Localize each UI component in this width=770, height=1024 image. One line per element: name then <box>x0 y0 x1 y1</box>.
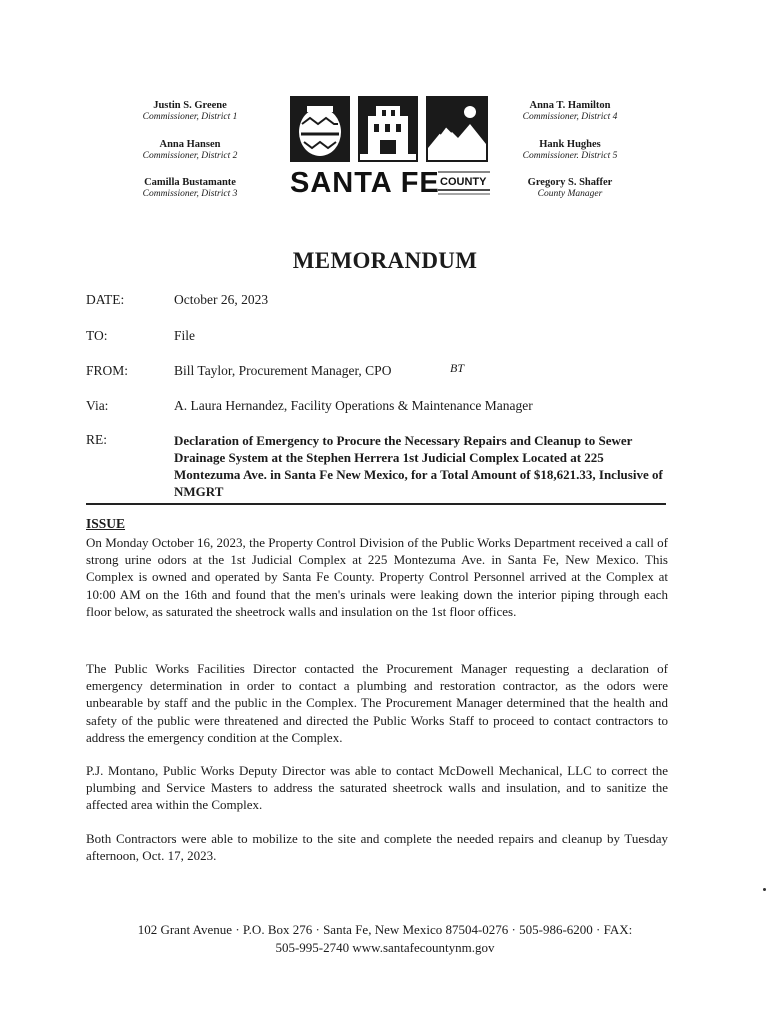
re-value: Declaration of Emergency to Procure the Necessary Repairs and Cleanup to Sewer Drainage System at the Stephen Herrera 1st Judicial Complex Located at 225 Montezuma Ave. in Santa Fe New Mexico, for a Total Amount of $18,621.33, Inclusive of NMGRT <box>174 433 663 499</box>
logo-county: COUNTY <box>440 176 487 188</box>
county-manager <box>500 177 640 200</box>
commissioner-title: Commissioner, District 1 <box>142 112 238 122</box>
commissioner-title: Commissioner, District 2 <box>142 151 238 161</box>
body-paragraph: Both Contractors were able to mobilize to the site and complete the needed repairs and cleanup by Tuesday afternoon, Oct. 17, 2023. <box>86 831 668 864</box>
commissioner-title: Commissioner. District 5 <box>522 151 618 161</box>
re-label: RE: <box>86 432 108 447</box>
from-label: FROM: <box>86 363 129 378</box>
logo-wordmark: SANTA FE <box>290 167 440 199</box>
commissioner-4 <box>500 100 640 123</box>
via-label: Via: <box>86 398 109 413</box>
divider-rule <box>86 503 666 505</box>
commissioner-title: Commissioner, District 3 <box>142 189 238 199</box>
manager-name: Gregory S. Shaffer <box>527 177 613 188</box>
body-paragraph: On Monday October 16, 2023, the Property Control Division of the Public Works Department received a call of strong urine odors at the 1st Judicial Complex at 225 Montezuma Ave. in Santa Fe, New Mexico. This Complex is owned and operated by Santa Fe County. Property Control Personnel arrived at the Complex at 10:00 AM on the 16th and found that the men's urinals were leaking down the interior piping through each floor below, as saturated the sheetrock walls and insulation on the 1st floor offices. <box>86 535 668 619</box>
date-label: DATE: <box>86 292 125 307</box>
body-paragraph: P.J. Montano, Public Works Deputy Director was able to contact McDowell Mechanical, LLC to correct the plumbing and Service Masters to address the saturated sheetrock walls and insulation, and to sanitize the affected area within the Complex. <box>86 763 668 813</box>
scan-speck <box>763 888 766 891</box>
commissioner-name: Hank Hughes <box>539 139 601 150</box>
commissioner-name: Camilla Bustamante <box>144 177 236 188</box>
santa-fe-county-logo-graphic <box>288 94 493 206</box>
santa-fe-county-logo <box>288 94 493 206</box>
footer-line-2: 505-995-2740 www.santafecountynm.gov <box>275 940 495 955</box>
commissioner-name: Anna T. Hamilton <box>529 100 611 111</box>
via-value: A. Laura Hernandez, Facility Operations & Maintenance Manager <box>174 398 533 413</box>
date-value: October 26, 2023 <box>174 292 269 307</box>
from-value: Bill Taylor, Procurement Manager, CPO <box>174 363 392 378</box>
commissioner-name: Anna Hansen <box>159 139 221 150</box>
commissioner-1 <box>120 100 260 123</box>
commissioner-3 <box>120 177 260 200</box>
manager-title: County Manager <box>537 189 603 199</box>
commissioner-2 <box>120 139 260 162</box>
commissioner-5 <box>500 139 640 162</box>
issue-heading: ISSUE <box>86 516 126 531</box>
footer-address <box>0 921 770 957</box>
commissioner-title: Commissioner, District 4 <box>522 112 618 122</box>
to-value: File <box>174 328 196 343</box>
memo-title: MEMORANDUM <box>292 248 478 273</box>
commissioner-name: Justin S. Greene <box>153 100 227 111</box>
to-label: TO: <box>86 328 108 343</box>
footer-line-1: 102 Grant Avenue · P.O. Box 276 · Santa Fe, New Mexico 87504-0276 · 505-986-6200 · FAX: <box>137 922 633 937</box>
handwritten-initials: BT <box>450 361 465 375</box>
body-paragraph: The Public Works Facilities Director contacted the Procurement Manager requesting a declaration of emergency determination in order to contact a plumbing and restoration contractor, as the odors were unbearable by staff and the public in the Complex. The Procurement Manager determined that the health and safety of the public were threatened and directed the Public Works Staff to proceed to contact contractors to address the emergency condition at the Complex. <box>86 661 668 745</box>
